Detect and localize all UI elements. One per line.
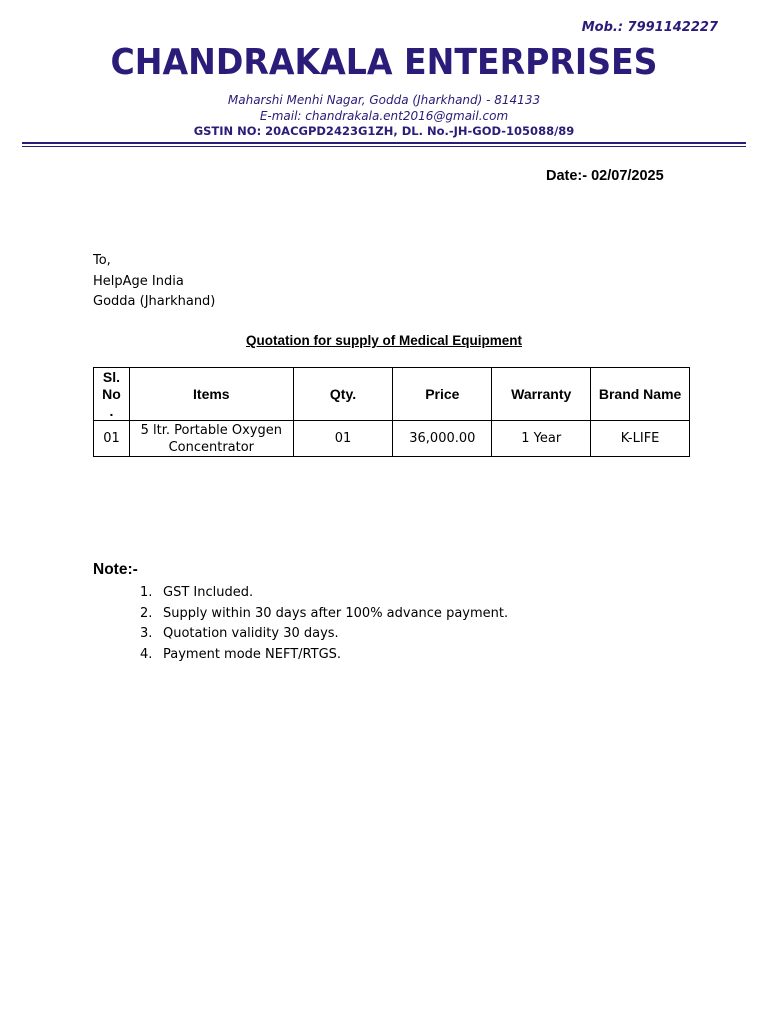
header-sl-line3: .	[109, 402, 114, 419]
company-name: CHANDRAKALA ENTERPRISES	[110, 42, 658, 83]
cell-warranty: 1 Year	[492, 421, 591, 457]
note-number: 1.	[140, 585, 153, 600]
cell-item-line1: 5 ltr. Portable Oxygen	[140, 422, 282, 438]
salutation: To,	[93, 253, 111, 268]
note-number: 4.	[140, 646, 153, 662]
recipient-name: HelpAge India	[93, 273, 184, 289]
notes-title: Note:-	[93, 561, 138, 578]
header-sl-line2: No	[102, 385, 121, 402]
header-items: Items	[129, 368, 293, 421]
table-header-row	[94, 368, 690, 421]
note-number: 2.	[140, 605, 153, 621]
subject-heading: Quotation for supply of Medical Equipment	[246, 333, 522, 348]
cell-item	[129, 421, 293, 457]
note-text: Supply within 30 days after 100% advance payment.	[163, 605, 509, 621]
header-price: Price	[393, 368, 492, 421]
list-item	[140, 604, 508, 625]
note-number: 3.	[140, 626, 153, 641]
cell-qty: 01	[293, 421, 393, 457]
table-row	[94, 421, 690, 457]
cell-item-line2: Concentrator	[168, 439, 255, 455]
list-item	[140, 583, 508, 604]
company-email: E-mail: chandrakala.ent2016@gmail.com	[259, 109, 509, 123]
list-item	[140, 645, 508, 666]
cell-brand: K-LIFE	[591, 421, 690, 457]
header-sl-line1: Sl.	[102, 368, 121, 385]
header-divider-thin	[22, 146, 746, 147]
mobile-number: Mob.: 7991142227	[581, 20, 718, 35]
header-sl-no	[94, 368, 130, 421]
cell-sl: 01	[94, 421, 130, 457]
note-text: Quotation validity 30 days.	[163, 626, 339, 641]
notes-list	[140, 583, 508, 665]
recipient-block	[93, 251, 215, 313]
recipient-location: Godda (Jharkhand)	[93, 294, 216, 309]
quotation-table	[93, 367, 690, 457]
header-divider	[22, 142, 746, 144]
note-text: GST Included.	[163, 585, 254, 600]
company-address: Maharshi Menhi Nagar, Godda (Jharkhand) - 814133	[227, 93, 541, 107]
quotation-date: Date:- 02/07/2025	[546, 168, 664, 184]
header-qty: Qty.	[293, 368, 393, 421]
cell-price: 36,000.00	[393, 421, 492, 457]
header-warranty: Warranty	[492, 368, 591, 421]
note-text: Payment mode NEFT/RTGS.	[163, 646, 342, 662]
list-item	[140, 624, 508, 645]
gstin-line: GSTIN NO: 20ACGPD2423G1ZH, DL. No.-JH-GOD-105088/89	[193, 124, 575, 138]
header-brand-name: Brand Name	[591, 368, 690, 421]
